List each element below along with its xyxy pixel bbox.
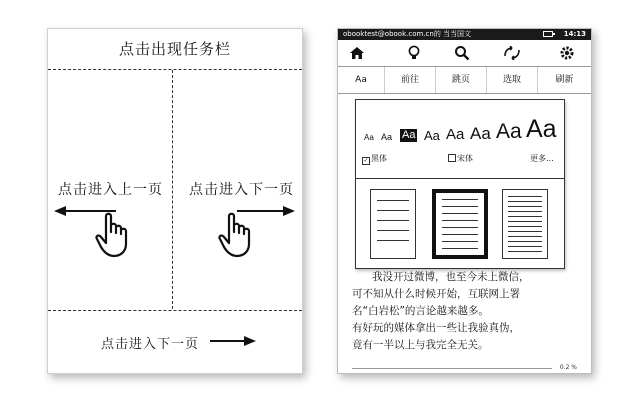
bottom-tap-zone[interactable] <box>48 310 302 374</box>
reading-menu <box>338 67 591 94</box>
font-size-option[interactable]: Aa <box>496 120 522 143</box>
top-zone-label: 点击出现任务栏 <box>118 40 231 58</box>
left-tap-zone[interactable] <box>48 70 173 309</box>
font-size-option[interactable]: Aa <box>424 128 440 143</box>
more-fonts-link[interactable]: 更多... <box>530 154 554 163</box>
checkbox[interactable] <box>448 154 456 162</box>
font-option-label: 宋体 <box>457 154 473 163</box>
checkbox-checked[interactable]: ✓ <box>363 157 369 164</box>
ereader-screen <box>337 28 592 374</box>
font-size-option[interactable]: Aa <box>446 126 465 143</box>
gear-icon[interactable] <box>557 43 577 63</box>
bulb-icon[interactable] <box>404 43 424 63</box>
sync-icon[interactable] <box>502 43 522 63</box>
arrow-right-icon <box>208 335 256 347</box>
right-tap-zone[interactable] <box>173 70 302 309</box>
text-line: 我没开过微博，也至今未上微信， <box>372 271 530 283</box>
tap-hand-icon <box>94 212 134 258</box>
right-zone-label: 点击进入下一页 <box>189 182 294 198</box>
tap-hand-icon <box>217 212 257 258</box>
account-label: obooktest@obook.com.cn的 当当国文 <box>343 30 472 38</box>
top-tap-zone[interactable] <box>48 29 302 70</box>
clock: 14:13 <box>563 30 586 38</box>
menu-select[interactable]: 选取 <box>487 67 538 93</box>
text-line: 可不知从什么时候开始，互联网上署 <box>352 288 520 300</box>
left-zone-label: 点击进入上一页 <box>58 182 163 198</box>
progress-bar <box>352 368 552 369</box>
layout-option-normal-selected[interactable] <box>432 189 488 259</box>
toolbar <box>338 40 591 67</box>
font-size-option[interactable]: Aa <box>381 132 393 142</box>
font-settings-popup <box>355 99 565 269</box>
font-size-option[interactable]: Aa <box>364 133 374 142</box>
font-option-label: 黑体 <box>371 154 387 163</box>
layout-option-dense[interactable] <box>502 189 548 259</box>
line-spacing-row <box>356 178 564 265</box>
battery-icon <box>543 31 553 37</box>
reading-progress <box>338 363 591 373</box>
text-line: 竟有一半以上与我完全无关。 <box>352 339 489 351</box>
font-option-heiti[interactable] <box>362 153 387 165</box>
font-size-row <box>356 110 564 142</box>
arrow-right-icon <box>235 205 295 217</box>
text-line: 有好玩的媒体拿出一些让我验真伪， <box>352 322 520 334</box>
book-text <box>352 269 588 354</box>
font-size-option[interactable]: Aa <box>470 124 491 143</box>
progress-percent: 0.2 % <box>559 364 577 371</box>
menu-jump-page[interactable]: 跳页 <box>436 67 487 93</box>
bottom-zone-label: 点击进入下一页 <box>101 337 200 352</box>
menu-goto[interactable]: 前往 <box>385 67 436 93</box>
text-line: 名“白岩松”的言论越来越多。 <box>352 305 489 317</box>
font-size-option[interactable]: Aa <box>526 115 557 143</box>
home-icon[interactable] <box>347 43 367 63</box>
status-bar <box>338 29 591 40</box>
font-size-option-selected[interactable]: Aa <box>402 129 416 141</box>
tap-zone-guide <box>47 28 303 374</box>
menu-refresh[interactable]: 刷新 <box>555 75 574 85</box>
menu-font[interactable]: Aa <box>338 67 385 93</box>
font-option-songti[interactable] <box>448 153 473 164</box>
font-family-row <box>356 150 564 168</box>
layout-option-sparse[interactable] <box>370 189 416 259</box>
search-icon[interactable] <box>452 43 472 63</box>
